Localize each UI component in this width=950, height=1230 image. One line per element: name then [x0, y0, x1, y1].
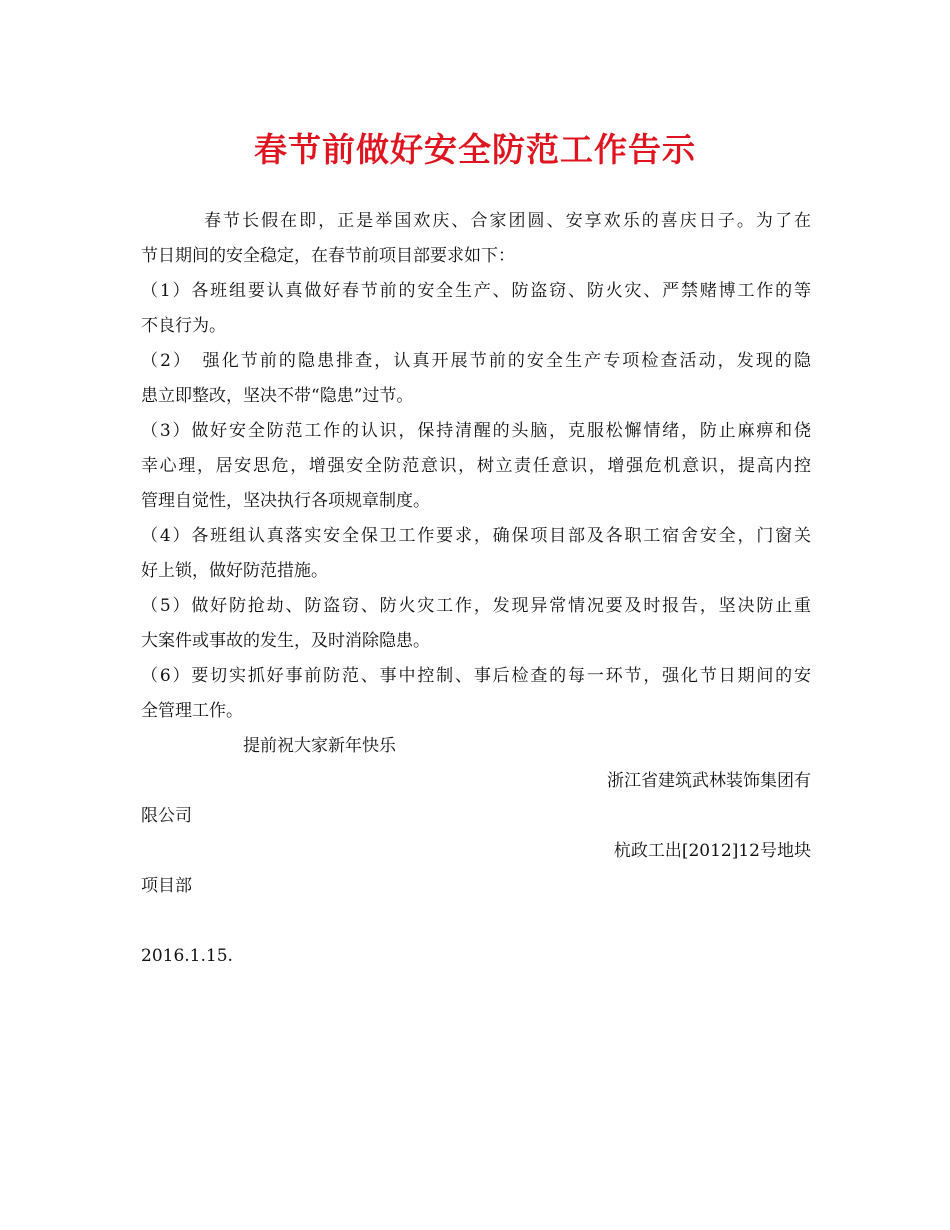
signature-project-line-1: 杭政工出[2012]12号地块	[613, 841, 811, 861]
item-1-line-2: 不良行为。	[141, 316, 226, 336]
intro-line-2: 节日期间的安全稳定，在春节前项目部要求如下：	[141, 246, 515, 266]
document-title: 春节前做好安全防范工作告示	[254, 130, 696, 169]
document-date: 2016.1.15.	[141, 946, 233, 966]
greeting: 提前祝大家新年快乐	[243, 736, 396, 756]
item-1-line-1: （1）各班组要认真做好春节前的安全生产、防盗窃、防火灾、严禁赌博工作的等	[141, 281, 811, 301]
item-6-line-2: 全管理工作。	[141, 701, 243, 721]
signature-company-line-1: 浙江省建筑武林装饰集团有	[607, 771, 811, 791]
item-6-line-1: （6）要切实抓好事前防范、事中控制、事后检查的每一环节，强化节日期间的安	[141, 666, 811, 686]
item-3-line-2: 幸心理，居安思危，增强安全防范意识，树立责任意识，增强危机意识，提高内控	[141, 456, 811, 476]
item-5-line-1: （5）做好防抢劫、防盗窃、防火灾工作，发现异常情况要及时报告，坚决防止重	[141, 596, 811, 616]
item-5-line-2: 大案件或事故的发生，及时消除隐患。	[141, 631, 430, 651]
item-3-line-3: 管理自觉性，坚决执行各项规章制度。	[141, 491, 430, 511]
signature-company-line-2: 限公司	[141, 806, 192, 826]
item-4-line-2: 好上锁，做好防范措施。	[141, 561, 328, 581]
item-4-line-1: （4）各班组认真落实安全保卫工作要求，确保项目部及各职工宿舍安全，门窗关	[141, 526, 811, 546]
signature-project-line-2: 项目部	[141, 876, 192, 896]
item-3-line-1: （3）做好安全防范工作的认识，保持清醒的头脑，克服松懈情绪，防止麻痹和侥	[141, 421, 811, 441]
intro-line-1: 春节长假在即，正是举国欢庆、合家团圆、安享欢乐的喜庆日子。为了在	[204, 211, 811, 231]
item-2-line-1: （2） 强化节前的隐患排查，认真开展节前的安全生产专项检查活动，发现的隐	[141, 351, 811, 371]
item-2-line-2: 患立即整改，坚决不带“隐患”过节。	[141, 386, 414, 406]
